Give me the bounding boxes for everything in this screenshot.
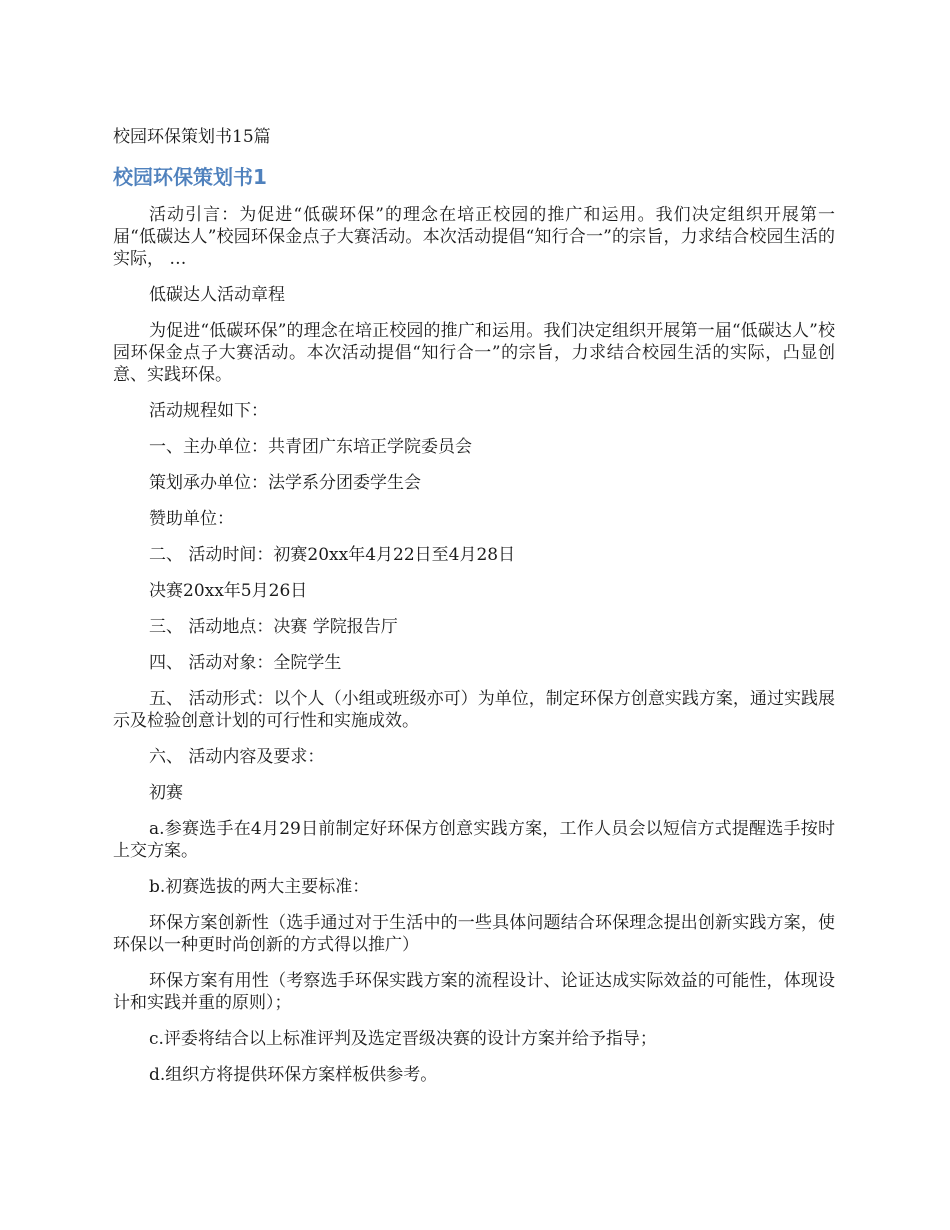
body-paragraph: 三、 活动地点：决赛 学院报告厅 [149,617,398,637]
body-paragraph: 初赛 [149,783,183,803]
body-paragraph: 一、主办单位：共青团广东培正学院委员会 [149,437,472,457]
body-paragraph: 活动引言：为促进“低碳环保”的理念在培正校园的推广和运用。我们决定组织开展第一届“低碳达人”校园环保金点子大赛活动。本次活动提倡“知行合一”的宗旨，力求结合校园生活的实际， … [113,205,835,269]
body-paragraph: a.参赛选手在4月29日前制定好环保方创意实践方案，工作人员会以短信方式提醒选手按时上交方案。 [113,819,835,861]
body-paragraph: 赞助单位： [149,509,234,529]
body-paragraph: 六、 活动内容及要求： [149,747,325,767]
body-paragraph: 环保方案创新性（选手通过对于生活中的一些具体问题结合环保理念提出创新实践方案，使环保以一种更时尚创新的方式得以推广） [113,913,835,955]
body-paragraph: 活动规程如下： [149,401,268,421]
body-paragraph: c.评委将结合以上标准评判及选定晋级决赛的设计方案并给予指导； [149,1029,657,1049]
body-paragraph: 二、 活动时间：初赛20xx年4月22日至4月28日 [149,545,516,565]
section-heading: 校园环保策划书1 [113,165,267,189]
document-body [113,204,835,1100]
body-paragraph: 为促进“低碳环保”的理念在培正校园的推广和运用。我们决定组织开展第一届“低碳达人”校园环保金点子大赛活动。本次活动提倡“知行合一”的宗旨，力求结合校园生活的实际，凸显创意、实践环保。 [113,321,835,385]
body-paragraph: b.初赛选拔的两大主要标准： [149,877,370,897]
body-paragraph: 决赛20xx年5月26日 [149,581,308,601]
body-paragraph: d.组织方将提供环保方案样板供参考。 [149,1065,438,1085]
document-title: 校园环保策划书15篇 [113,127,271,147]
body-paragraph: 策划承办单位：法学系分团委学生会 [149,473,421,493]
body-paragraph: 低碳达人活动章程 [149,285,285,305]
body-paragraph: 五、 活动形式：以个人（小组或班级亦可）为单位，制定环保方创意实践方案，通过实践展示及检验创意计划的可行性和实施成效。 [113,689,835,731]
body-paragraph: 环保方案有用性（考察选手环保实践方案的流程设计、论证达成实际效益的可能性，体现设计和实践并重的原则）； [113,971,835,1013]
body-paragraph: 四、 活动对象：全院学生 [149,653,342,673]
